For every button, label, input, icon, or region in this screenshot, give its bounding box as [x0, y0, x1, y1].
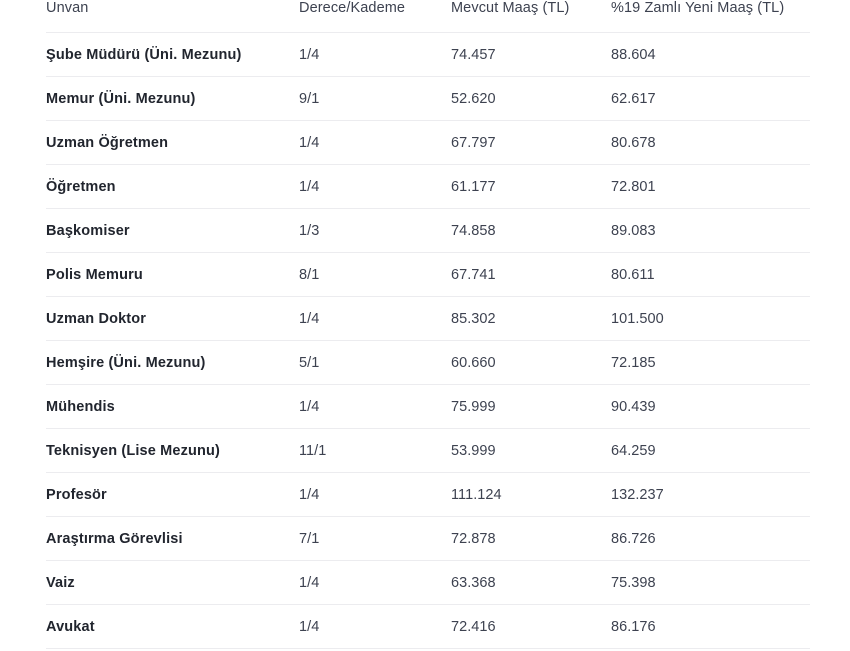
cell-title: Araştırma Görevlisi: [46, 517, 299, 561]
cell-title: Uzman Öğretmen: [46, 121, 299, 165]
cell-new: 72.801: [611, 165, 810, 209]
table-row: [46, 165, 810, 209]
cell-new: 90.439: [611, 385, 810, 429]
column-header-title: Unvan: [46, 0, 89, 16]
column-header-new: %19 Zamlı Yeni Maaş (TL): [611, 0, 785, 16]
cell-new: 62.617: [611, 77, 810, 121]
cell-new: 86.726: [611, 517, 810, 561]
cell-current: 72.416: [451, 605, 611, 649]
cell-grade: 1/4: [299, 605, 451, 649]
cell-current: 63.368: [451, 561, 611, 605]
cell-title: Profesör: [46, 473, 299, 517]
cell-current: 74.858: [451, 209, 611, 253]
cell-new: 75.398: [611, 561, 810, 605]
cell-grade: 1/4: [299, 473, 451, 517]
cell-title: Avukat: [46, 605, 299, 649]
table-header: [46, 0, 810, 33]
table-body: [46, 33, 810, 649]
cell-grade: 8/1: [299, 253, 451, 297]
cell-grade: 1/4: [299, 121, 451, 165]
cell-grade: 1/3: [299, 209, 451, 253]
table-row: [46, 253, 810, 297]
cell-current: 67.741: [451, 253, 611, 297]
table-row: [46, 429, 810, 473]
cell-title: Şube Müdürü (Üni. Mezunu): [46, 33, 299, 77]
cell-grade: 1/4: [299, 297, 451, 341]
table-row: [46, 605, 810, 649]
cell-new: 80.611: [611, 253, 810, 297]
cell-grade: 1/4: [299, 165, 451, 209]
table-row: [46, 297, 810, 341]
cell-current: 60.660: [451, 341, 611, 385]
cell-current: 75.999: [451, 385, 611, 429]
cell-title: Öğretmen: [46, 165, 299, 209]
cell-current: 85.302: [451, 297, 611, 341]
table-row: [46, 121, 810, 165]
table-row: [46, 77, 810, 121]
cell-title: Uzman Doktor: [46, 297, 299, 341]
cell-new: 101.500: [611, 297, 810, 341]
salary-table: [46, 0, 810, 649]
cell-current: 61.177: [451, 165, 611, 209]
table-row: [46, 473, 810, 517]
cell-grade: 11/1: [299, 429, 451, 473]
cell-new: 86.176: [611, 605, 810, 649]
cell-current: 74.457: [451, 33, 611, 77]
cell-new: 88.604: [611, 33, 810, 77]
column-header-current: Mevcut Maaş (TL): [451, 0, 570, 16]
cell-new: 72.185: [611, 341, 810, 385]
cell-grade: 7/1: [299, 517, 451, 561]
table-header-row: [46, 0, 810, 33]
table-row: [46, 33, 810, 77]
cell-title: Mühendis: [46, 385, 299, 429]
cell-title: Vaiz: [46, 561, 299, 605]
table-row: [46, 385, 810, 429]
cell-title: Hemşire (Üni. Mezunu): [46, 341, 299, 385]
table-row: [46, 341, 810, 385]
cell-new: 132.237: [611, 473, 810, 517]
cell-current: 111.124: [451, 473, 611, 517]
cell-grade: 1/4: [299, 33, 451, 77]
cell-grade: 9/1: [299, 77, 451, 121]
table-row: [46, 561, 810, 605]
cell-current: 53.999: [451, 429, 611, 473]
cell-current: 67.797: [451, 121, 611, 165]
cell-title: Başkomiser: [46, 209, 299, 253]
cell-title: Polis Memuru: [46, 253, 299, 297]
cell-grade: 5/1: [299, 341, 451, 385]
table-row: [46, 517, 810, 561]
cell-title: Memur (Üni. Mezunu): [46, 77, 299, 121]
cell-title: Teknisyen (Lise Mezunu): [46, 429, 299, 473]
table-row: [46, 209, 810, 253]
cell-new: 64.259: [611, 429, 810, 473]
column-header-grade: Derece/Kademe: [299, 0, 406, 16]
cell-current: 72.878: [451, 517, 611, 561]
cell-grade: 1/4: [299, 561, 451, 605]
cell-current: 52.620: [451, 77, 611, 121]
cell-new: 80.678: [611, 121, 810, 165]
cell-new: 89.083: [611, 209, 810, 253]
cell-grade: 1/4: [299, 385, 451, 429]
